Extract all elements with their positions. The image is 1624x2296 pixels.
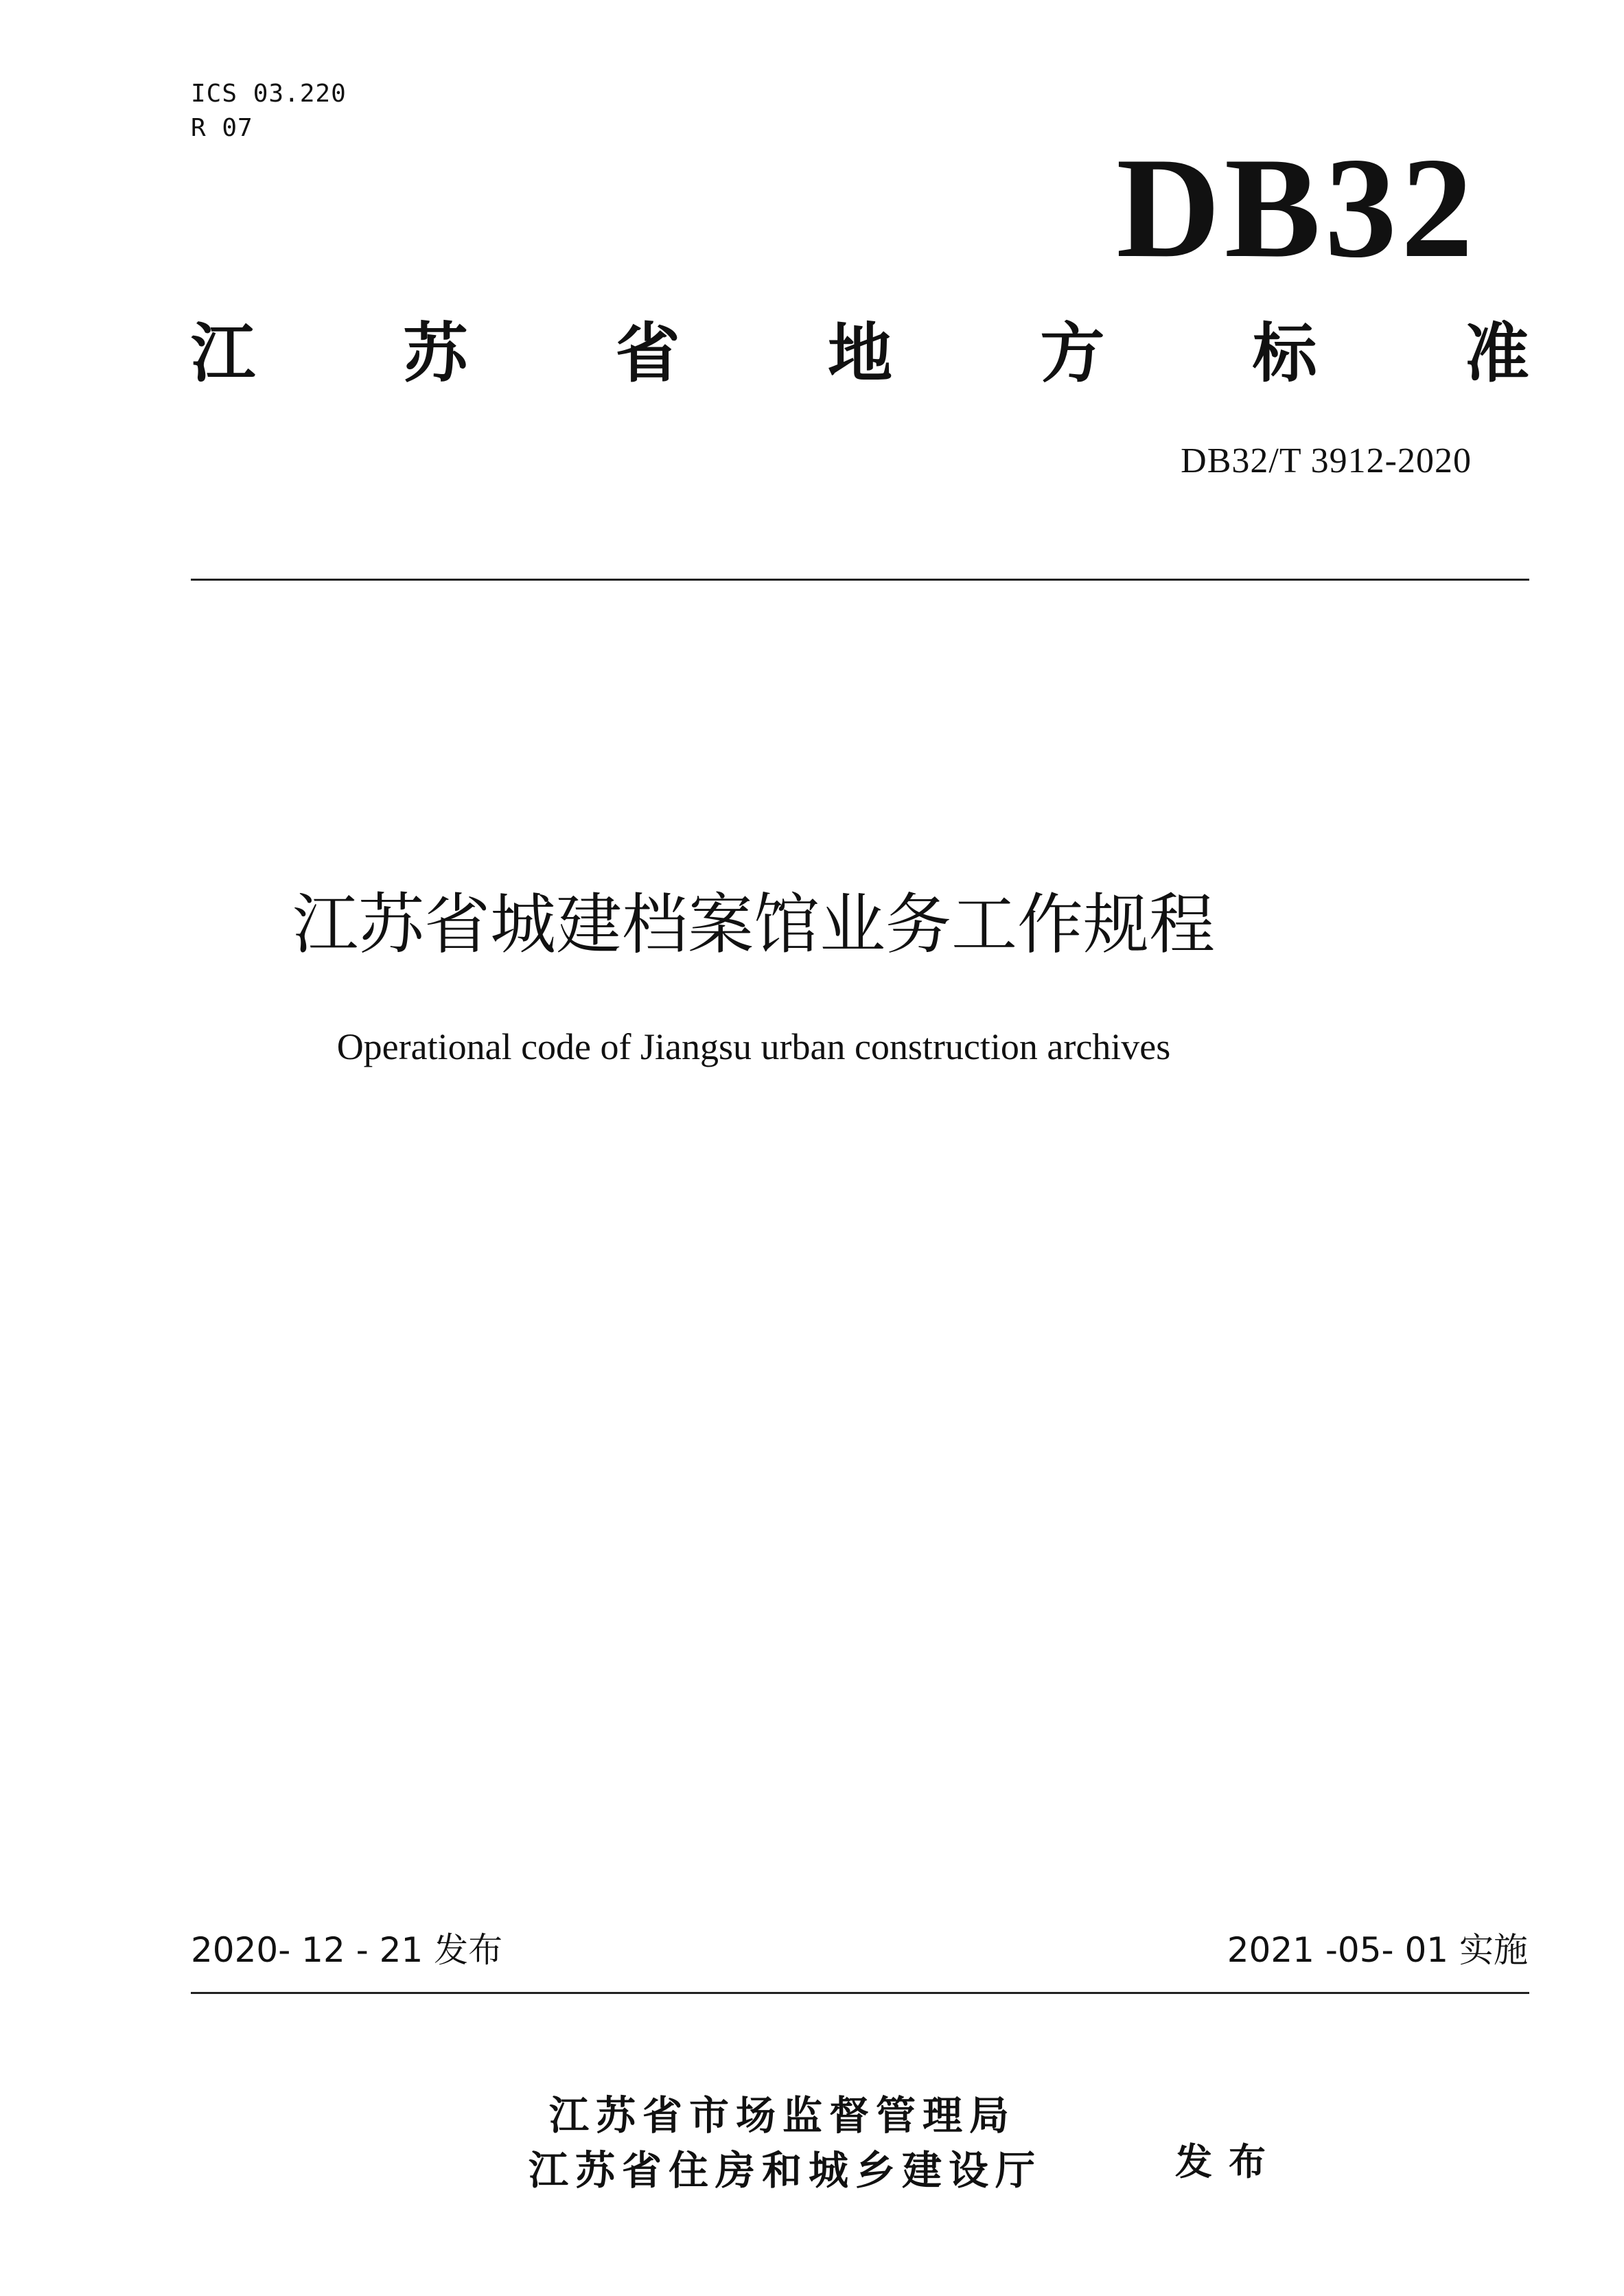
bottom-divider [191, 1992, 1529, 1994]
standard-type-char: 方 [1040, 316, 1105, 391]
standard-type-char: 地 [827, 316, 892, 391]
effective-date: 2021 -05- 01 实施 [1227, 1930, 1528, 1970]
standard-type-char: 标 [1252, 316, 1317, 391]
category-code: R 07 [191, 114, 253, 142]
standard-type-char: 苏 [403, 316, 468, 391]
document-title-chinese: 江苏省城建档案馆业务工作规程 [292, 886, 1215, 963]
issuer-housing-construction: 江苏省住房和城乡建设厅 [529, 2147, 1043, 2194]
standard-type-heading [191, 313, 1529, 395]
ics-code: ICS 03.220 [191, 80, 347, 108]
issuer-market-regulation: 江苏省市场监督管理局 [549, 2092, 1017, 2139]
standard-number: DB32/T 3912-2020 [1181, 441, 1472, 480]
standard-type-char: 准 [1464, 316, 1529, 391]
standard-type-char: 省 [615, 316, 680, 391]
issue-action: 发布 [1175, 2140, 1282, 2183]
issue-date: 2020- 12 - 21 发布 [191, 1930, 503, 1970]
standard-type-char: 江 [191, 316, 256, 391]
top-divider [191, 579, 1529, 581]
classification-codes [191, 77, 347, 146]
document-title-english: Operational code of Jiangsu urban construction archives [336, 1026, 1171, 1067]
db32-logo: DB32 [1116, 128, 1477, 288]
